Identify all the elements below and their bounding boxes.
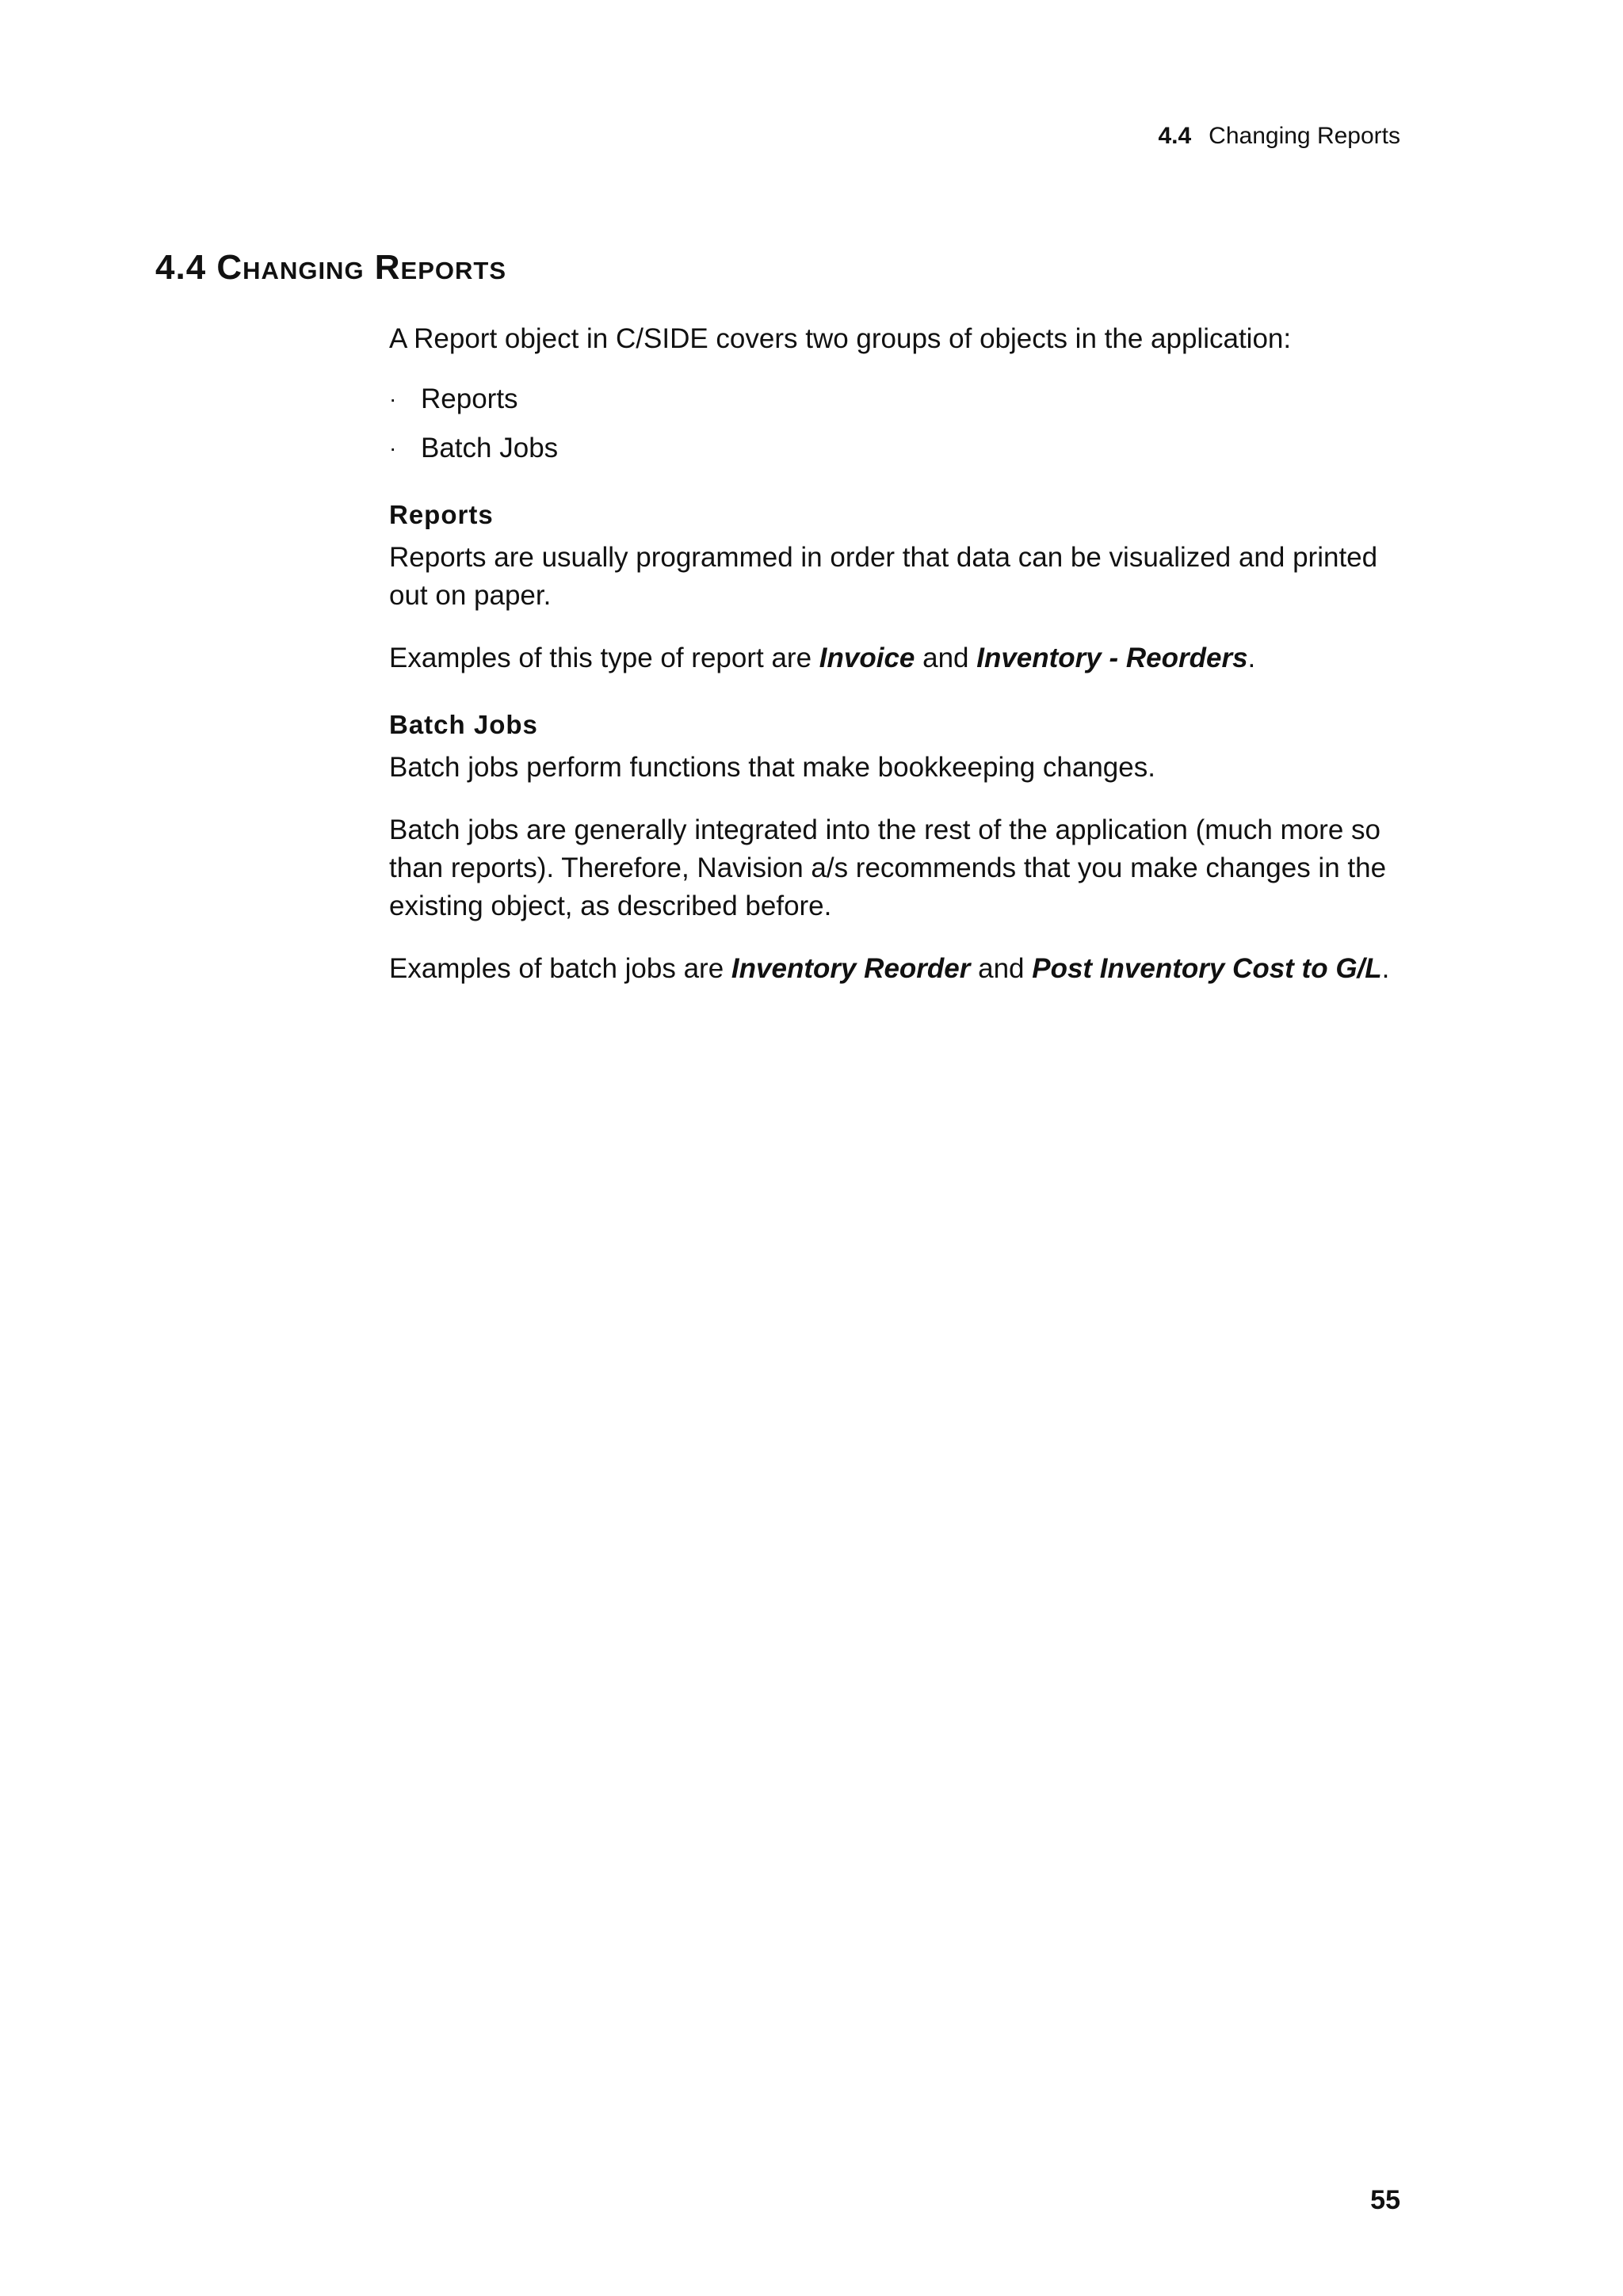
batch-examples-prefix: Examples of batch jobs are (389, 953, 731, 984)
bullet-icon: · (389, 387, 397, 411)
batch-examples-suffix: . (1381, 953, 1390, 984)
list-item-label: Batch Jobs (421, 433, 559, 463)
reports-examples-suffix: . (1247, 643, 1256, 673)
object-group-list (389, 380, 1403, 467)
chapter-title: 4.4 Changing Reports (155, 248, 507, 287)
list-item-label: Reports (421, 383, 518, 414)
batch-jobs-heading: Batch Jobs (389, 710, 538, 739)
batch-jobs-integration-paragraph: Batch jobs are generally integrated into the rest of the application (much more so than reports). Therefore, Navision a/s recommends that you make changes in the existing object, as described before. (389, 814, 1387, 921)
page-number: 55 (1370, 2185, 1400, 2215)
batch-jobs-section (389, 706, 1403, 988)
running-header (1158, 122, 1400, 151)
reports-examples-middle: and (915, 643, 977, 673)
post-inventory-cost-term: Post Inventory Cost to G/L (1032, 953, 1382, 984)
invoice-term: Invoice (819, 643, 915, 673)
reports-heading: Reports (389, 500, 494, 529)
running-header-section-title: Changing Reports (1209, 123, 1400, 149)
body-content (389, 320, 1403, 1013)
running-header-section-number: 4.4 (1158, 123, 1192, 149)
batch-jobs-examples-paragraph (389, 950, 1403, 988)
inventory-reorder-term: Inventory Reorder (731, 953, 971, 984)
batch-examples-middle: and (970, 953, 1033, 984)
list-item (389, 429, 1403, 467)
reports-examples-prefix: Examples of this type of report are (389, 643, 819, 673)
reports-examples-paragraph (389, 639, 1403, 677)
inventory-reorders-term: Inventory - Reorders (976, 643, 1248, 673)
reports-section (389, 496, 1403, 677)
bullet-icon: · (389, 436, 397, 460)
reports-paragraph: Reports are usually programmed in order that data can be visualized and printed out on paper. (389, 542, 1378, 611)
list-item (389, 380, 1403, 418)
batch-jobs-paragraph: Batch jobs perform functions that make bookkeeping changes. (389, 752, 1155, 783)
intro-paragraph: A Report object in C/SIDE covers two groups of objects in the application: (389, 323, 1292, 354)
